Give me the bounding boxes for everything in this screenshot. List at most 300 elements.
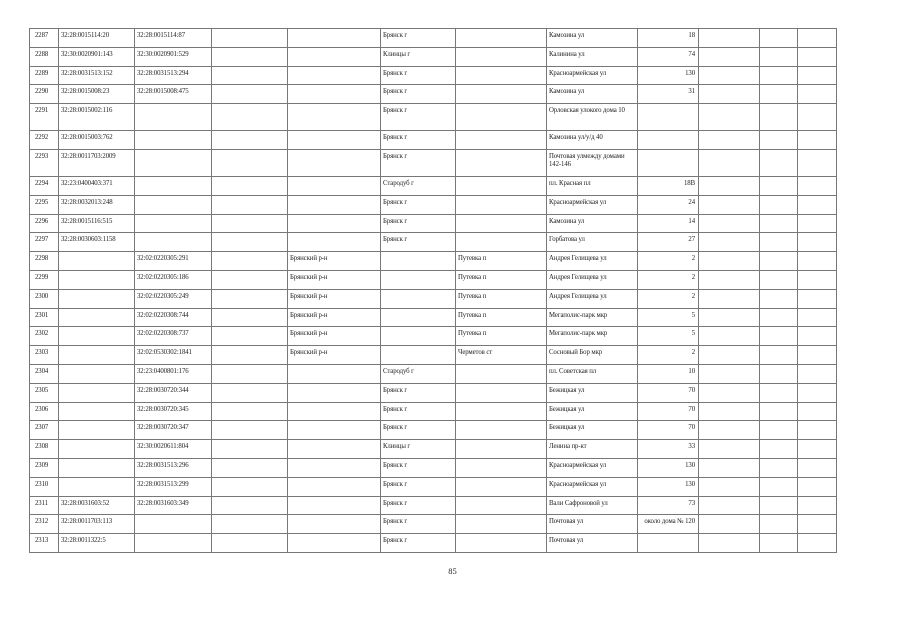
table-cell-c11 [798, 149, 837, 176]
table-cell-c3 [212, 214, 288, 233]
table-cell-c7: Камозина ул [547, 29, 638, 48]
table-cell-c3 [212, 131, 288, 150]
table-cell-c3 [212, 458, 288, 477]
table-cell-n: 2305 [30, 383, 59, 402]
table-cell-c7: Калинина ул [547, 47, 638, 66]
table-cell-n: 2302 [30, 327, 59, 346]
table-cell-c8: 73 [638, 496, 699, 515]
table-cell-c10 [760, 458, 798, 477]
table-cell-c8: 27 [638, 233, 699, 252]
table-cell-c4: Брянский р-н [288, 327, 381, 346]
table-row [30, 364, 837, 383]
table-cell-c4 [288, 195, 381, 214]
table-row [30, 233, 837, 252]
table-cell-c8: 74 [638, 47, 699, 66]
table-cell-c1 [59, 327, 135, 346]
table-cell-c3 [212, 149, 288, 176]
table-cell-c2: 32:28:0015114:87 [135, 29, 212, 48]
table-cell-c2 [135, 131, 212, 150]
table-cell-c1: 32:28:0031603:52 [59, 496, 135, 515]
table-body [30, 29, 837, 553]
table-cell-c11 [798, 66, 837, 85]
table-cell-n: 2304 [30, 364, 59, 383]
table-cell-c9 [699, 440, 760, 459]
table-cell-c3 [212, 327, 288, 346]
table-cell-c5: Брянск г [381, 458, 456, 477]
table-cell-c6: Путевка п [456, 252, 547, 271]
table-cell-c9 [699, 233, 760, 252]
table-cell-c7: Камозина ул [547, 214, 638, 233]
table-row [30, 66, 837, 85]
table-row [30, 327, 837, 346]
table-cell-c6 [456, 29, 547, 48]
table-cell-c9 [699, 515, 760, 534]
table-cell-c3 [212, 47, 288, 66]
table-cell-c10 [760, 383, 798, 402]
table-cell-c6: Путевка п [456, 289, 547, 308]
table-cell-c6 [456, 477, 547, 496]
table-cell-c3 [212, 534, 288, 553]
table-cell-c10 [760, 364, 798, 383]
table-cell-c3 [212, 383, 288, 402]
table-row [30, 131, 837, 150]
table-row [30, 496, 837, 515]
table-row [30, 47, 837, 66]
table-cell-c2: 32:28:0031513:294 [135, 66, 212, 85]
table-cell-c1: 32:30:0020901:143 [59, 47, 135, 66]
table-cell-c8: 5 [638, 327, 699, 346]
table-cell-c5 [381, 252, 456, 271]
table-cell-c5: Стародуб г [381, 364, 456, 383]
table-cell-n: 2297 [30, 233, 59, 252]
table-cell-n: 2290 [30, 85, 59, 104]
table-cell-c10 [760, 402, 798, 421]
table-cell-c2 [135, 195, 212, 214]
table-cell-c4 [288, 233, 381, 252]
table-row [30, 515, 837, 534]
table-cell-c11 [798, 289, 837, 308]
table-cell-c7: Ленина пр-кт [547, 440, 638, 459]
table-cell-c2: 32:28:0015008:475 [135, 85, 212, 104]
table-cell-c6 [456, 364, 547, 383]
table-row [30, 29, 837, 48]
table-cell-c6 [456, 534, 547, 553]
table-cell-c8 [638, 131, 699, 150]
table-cell-c6: Путевка п [456, 308, 547, 327]
table-cell-c3 [212, 402, 288, 421]
table-cell-c8: 10 [638, 364, 699, 383]
table-cell-c10 [760, 104, 798, 131]
table-cell-c10 [760, 477, 798, 496]
table-cell-c4 [288, 421, 381, 440]
table-cell-n: 2289 [30, 66, 59, 85]
table-cell-c9 [699, 346, 760, 365]
table-cell-c3 [212, 252, 288, 271]
table-cell-c7: Андрея Гелищева ул [547, 289, 638, 308]
table-cell-c11 [798, 327, 837, 346]
table-cell-c2: 32:02:0220305:249 [135, 289, 212, 308]
table-cell-c1 [59, 270, 135, 289]
table-cell-c10 [760, 85, 798, 104]
table-row [30, 402, 837, 421]
table-cell-c6 [456, 421, 547, 440]
table-cell-c11 [798, 195, 837, 214]
table-cell-n: 2291 [30, 104, 59, 131]
table-cell-c1 [59, 402, 135, 421]
table-cell-c6 [456, 440, 547, 459]
table-cell-c2 [135, 104, 212, 131]
table-cell-c8: 24 [638, 195, 699, 214]
table-cell-c10 [760, 149, 798, 176]
table-cell-c1 [59, 346, 135, 365]
table-cell-c3 [212, 176, 288, 195]
table-cell-c2 [135, 233, 212, 252]
table-cell-c4 [288, 383, 381, 402]
table-cell-c2: 32:28:0031513:299 [135, 477, 212, 496]
table-cell-c11 [798, 29, 837, 48]
table-cell-c8: 130 [638, 477, 699, 496]
table-cell-c11 [798, 214, 837, 233]
table-cell-c10 [760, 515, 798, 534]
table-cell-c5: Брянск г [381, 477, 456, 496]
table-cell-c1: 32:28:0030603:1158 [59, 233, 135, 252]
table-cell-c8: 70 [638, 383, 699, 402]
table-cell-c4 [288, 364, 381, 383]
table-cell-c3 [212, 195, 288, 214]
table-cell-c10 [760, 346, 798, 365]
table-cell-c1: 32:28:0015116:515 [59, 214, 135, 233]
table-cell-c7: Красноармейская ул [547, 458, 638, 477]
table-cell-c7: Мегаполис-парк мкр [547, 308, 638, 327]
table-row [30, 252, 837, 271]
table-cell-c1: 32:28:0015008:23 [59, 85, 135, 104]
table-cell-c8 [638, 534, 699, 553]
table-cell-c9 [699, 383, 760, 402]
table-cell-n: 2310 [30, 477, 59, 496]
table-cell-c11 [798, 176, 837, 195]
table-cell-c1: 32:28:0015003:762 [59, 131, 135, 150]
table-cell-c4 [288, 66, 381, 85]
table-cell-n: 2301 [30, 308, 59, 327]
table-cell-c8: 5 [638, 308, 699, 327]
table-cell-c11 [798, 534, 837, 553]
table-cell-c7: Бежицкая ул [547, 402, 638, 421]
table-cell-c3 [212, 233, 288, 252]
table-row [30, 308, 837, 327]
table-cell-c2: 32:02:0220308:744 [135, 308, 212, 327]
table-cell-c7: Бежицкая ул [547, 383, 638, 402]
table-cell-c2: 32:28:0031603:349 [135, 496, 212, 515]
table-cell-c4: Брянский р-н [288, 289, 381, 308]
table-cell-c1: 32:28:0015114:20 [59, 29, 135, 48]
table-cell-c11 [798, 421, 837, 440]
table-cell-c9 [699, 176, 760, 195]
table-cell-c3 [212, 421, 288, 440]
table-cell-c11 [798, 47, 837, 66]
table-cell-c5: Брянск г [381, 515, 456, 534]
table-cell-c6: Черметов ст [456, 346, 547, 365]
table-cell-c5: Брянск г [381, 104, 456, 131]
table-cell-c10 [760, 327, 798, 346]
table-cell-c6 [456, 233, 547, 252]
table-cell-c7: Камозина ул/у/д 40 [547, 131, 638, 150]
table-cell-c8: 18В [638, 176, 699, 195]
table-cell-n: 2298 [30, 252, 59, 271]
table-cell-c9 [699, 402, 760, 421]
table-cell-c3 [212, 66, 288, 85]
table-cell-c8: 2 [638, 270, 699, 289]
table-cell-c3 [212, 308, 288, 327]
table-cell-c11 [798, 270, 837, 289]
table-cell-c10 [760, 131, 798, 150]
table-cell-c11 [798, 85, 837, 104]
page-number: 85 [448, 566, 457, 576]
table-cell-c6 [456, 383, 547, 402]
table-cell-c6 [456, 104, 547, 131]
table-cell-c8: 2 [638, 252, 699, 271]
table-cell-c1: 32:28:0011703:113 [59, 515, 135, 534]
table-cell-c1: 32:23:0400403:371 [59, 176, 135, 195]
table-cell-c4: Брянский р-н [288, 346, 381, 365]
table-cell-c4 [288, 515, 381, 534]
table-row [30, 85, 837, 104]
table-cell-c11 [798, 104, 837, 131]
table-row [30, 195, 837, 214]
table-cell-c4 [288, 131, 381, 150]
table-row [30, 383, 837, 402]
table-cell-n: 2306 [30, 402, 59, 421]
table-cell-c7: Мегаполис-парк мкр [547, 327, 638, 346]
table-cell-c6 [456, 515, 547, 534]
table-cell-c4 [288, 149, 381, 176]
table-cell-c4 [288, 440, 381, 459]
table-cell-c4 [288, 534, 381, 553]
table-cell-c5 [381, 270, 456, 289]
table-cell-n: 2309 [30, 458, 59, 477]
table-cell-c9 [699, 534, 760, 553]
table-cell-c3 [212, 515, 288, 534]
table-cell-c1: 32:28:0011322:5 [59, 534, 135, 553]
table-cell-c11 [798, 440, 837, 459]
table-cell-c6 [456, 214, 547, 233]
table-cell-c7: Почтовая ул [547, 515, 638, 534]
table-cell-n: 2303 [30, 346, 59, 365]
table-row [30, 477, 837, 496]
table-cell-c10 [760, 195, 798, 214]
table-cell-c5: Брянск г [381, 421, 456, 440]
table-cell-n: 2293 [30, 149, 59, 176]
table-cell-c9 [699, 131, 760, 150]
table-cell-c9 [699, 327, 760, 346]
table-cell-c5: Брянск г [381, 29, 456, 48]
table-cell-c4 [288, 496, 381, 515]
table-cell-c10 [760, 47, 798, 66]
table-cell-c8: 2 [638, 289, 699, 308]
table-cell-n: 2308 [30, 440, 59, 459]
table-cell-c5: Брянск г [381, 496, 456, 515]
table-cell-c2: 32:28:0030720:345 [135, 402, 212, 421]
table-cell-c2: 32:02:0220305:291 [135, 252, 212, 271]
table-cell-c7: Камозина ул [547, 85, 638, 104]
table-cell-c8: 2 [638, 346, 699, 365]
records-table [29, 28, 837, 553]
table-cell-c7: Бежицкая ул [547, 421, 638, 440]
table-cell-c6: Путевка п [456, 327, 547, 346]
table-cell-c2: 32:30:0020901:529 [135, 47, 212, 66]
table-cell-c11 [798, 308, 837, 327]
table-cell-c9 [699, 149, 760, 176]
table-cell-c9 [699, 66, 760, 85]
table-cell-n: 2313 [30, 534, 59, 553]
table-cell-c9 [699, 47, 760, 66]
table-cell-c7: Сосновый Бор мкр [547, 346, 638, 365]
table-row [30, 458, 837, 477]
table-cell-c2 [135, 515, 212, 534]
table-cell-c4: Брянский р-н [288, 270, 381, 289]
table-cell-c9 [699, 421, 760, 440]
table-cell-c8: 31 [638, 85, 699, 104]
table-cell-c1 [59, 477, 135, 496]
table-cell-c8 [638, 149, 699, 176]
table-cell-c4 [288, 29, 381, 48]
table-cell-c4: Брянский р-н [288, 252, 381, 271]
table-cell-c9 [699, 308, 760, 327]
table-cell-c4 [288, 458, 381, 477]
table-cell-n: 2299 [30, 270, 59, 289]
table-cell-c11 [798, 252, 837, 271]
table-cell-c10 [760, 29, 798, 48]
table-cell-c2: 32:02:0220305:186 [135, 270, 212, 289]
table-cell-c2: 32:02:0220308:737 [135, 327, 212, 346]
table-cell-c10 [760, 66, 798, 85]
table-cell-c3 [212, 29, 288, 48]
table-cell-c2 [135, 149, 212, 176]
table-cell-n: 2307 [30, 421, 59, 440]
table-cell-n: 2296 [30, 214, 59, 233]
table-cell-c9 [699, 458, 760, 477]
table-cell-c1 [59, 440, 135, 459]
table-cell-c5: Брянск г [381, 131, 456, 150]
table-cell-n: 2312 [30, 515, 59, 534]
table-cell-c10 [760, 289, 798, 308]
table-cell-c2: 32:28:0031513:296 [135, 458, 212, 477]
table-cell-n: 2311 [30, 496, 59, 515]
table-cell-c9 [699, 289, 760, 308]
table-cell-c3 [212, 496, 288, 515]
table-cell-c3 [212, 477, 288, 496]
table-cell-c7: Горбатова ул [547, 233, 638, 252]
table-cell-c3 [212, 364, 288, 383]
table-cell-c5 [381, 327, 456, 346]
table-cell-c6 [456, 458, 547, 477]
table-cell-c6: Путевка п [456, 270, 547, 289]
table-cell-c8: 14 [638, 214, 699, 233]
table-row [30, 149, 837, 176]
table-cell-c2 [135, 214, 212, 233]
table-cell-c3 [212, 440, 288, 459]
table-cell-c6 [456, 149, 547, 176]
table-cell-c3 [212, 104, 288, 131]
table-cell-c11 [798, 477, 837, 496]
table-cell-c5: Брянск г [381, 534, 456, 553]
table-cell-c8: 70 [638, 421, 699, 440]
table-cell-c4 [288, 477, 381, 496]
table-cell-c9 [699, 29, 760, 48]
table-cell-c5: Брянск г [381, 383, 456, 402]
table-cell-c6 [456, 66, 547, 85]
table-cell-c8: 130 [638, 66, 699, 85]
table-cell-c10 [760, 421, 798, 440]
table-cell-c5: Брянск г [381, 149, 456, 176]
table-cell-n: 2295 [30, 195, 59, 214]
table-cell-c4 [288, 214, 381, 233]
table-cell-c8: около дома № 120 [638, 515, 699, 534]
table-cell-c7: Вали Сафроновой ул [547, 496, 638, 515]
table-cell-c11 [798, 383, 837, 402]
table-cell-c5 [381, 289, 456, 308]
table-cell-c10 [760, 534, 798, 553]
table-cell-c10 [760, 233, 798, 252]
table-cell-c9 [699, 85, 760, 104]
table-cell-c2: 32:02:0530302:1841 [135, 346, 212, 365]
table-cell-c1 [59, 458, 135, 477]
table-cell-c2 [135, 534, 212, 553]
table-cell-n: 2300 [30, 289, 59, 308]
table-cell-c3 [212, 289, 288, 308]
table-cell-n: 2294 [30, 176, 59, 195]
table-cell-c11 [798, 458, 837, 477]
table-cell-c11 [798, 515, 837, 534]
table-cell-c8: 130 [638, 458, 699, 477]
table-cell-c7: Красноармейская ул [547, 195, 638, 214]
table-cell-c1: 32:28:0015002:116 [59, 104, 135, 131]
table-cell-c6 [456, 496, 547, 515]
table-cell-c5: Брянск г [381, 233, 456, 252]
table-cell-c7: Орловская улокоro дома 10 [547, 104, 638, 131]
table-cell-c11 [798, 346, 837, 365]
table-cell-c7: Андрея Гелищева ул [547, 252, 638, 271]
table-cell-c1 [59, 289, 135, 308]
table-cell-c5: Брянск г [381, 402, 456, 421]
table-cell-c10 [760, 176, 798, 195]
table-cell-c10 [760, 252, 798, 271]
table-cell-c4 [288, 402, 381, 421]
table-cell-c4 [288, 85, 381, 104]
table-cell-c9 [699, 252, 760, 271]
table-cell-c10 [760, 270, 798, 289]
table-cell-c1: 32:28:0011703:2009 [59, 149, 135, 176]
table-cell-c10 [760, 214, 798, 233]
table-cell-c6 [456, 195, 547, 214]
table-cell-c4 [288, 176, 381, 195]
table-cell-c2 [135, 176, 212, 195]
table-cell-c11 [798, 402, 837, 421]
table-cell-c2: 32:28:0030720:347 [135, 421, 212, 440]
table-cell-c6 [456, 402, 547, 421]
table-cell-n: 2287 [30, 29, 59, 48]
table-cell-c1 [59, 308, 135, 327]
table-cell-c7: Красноармейская ул [547, 66, 638, 85]
table-cell-c6 [456, 47, 547, 66]
table-cell-c1 [59, 383, 135, 402]
table-cell-c11 [798, 496, 837, 515]
table-cell-c7: Почтовая ул [547, 534, 638, 553]
table-row [30, 346, 837, 365]
table-cell-c4: Брянский р-н [288, 308, 381, 327]
table-row [30, 440, 837, 459]
table-cell-c7: Андрея Гелищева ул [547, 270, 638, 289]
table-cell-c10 [760, 308, 798, 327]
